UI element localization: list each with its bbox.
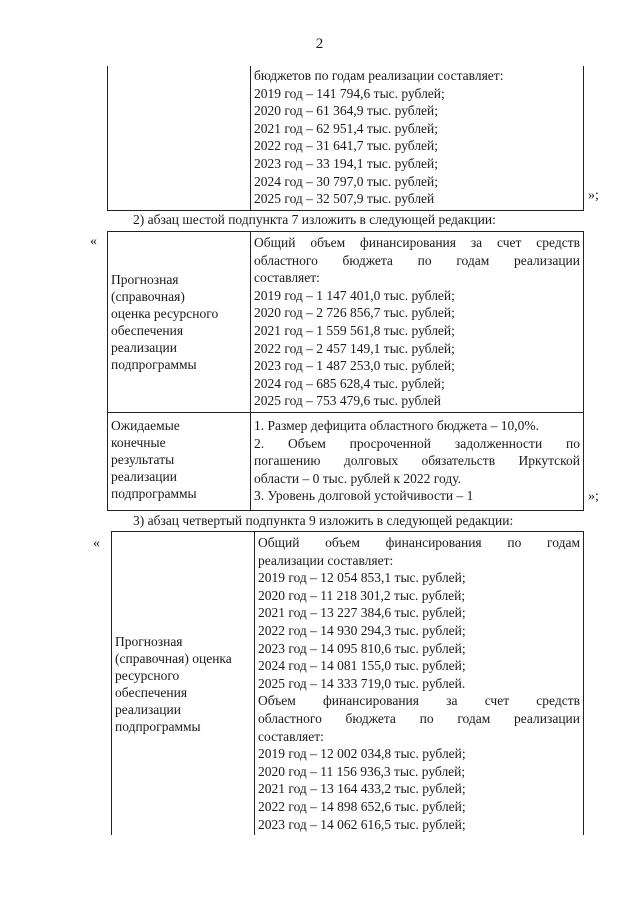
- label-line: реализации: [115, 701, 181, 717]
- page-number: 2: [315, 36, 324, 52]
- table-total-financing: [111, 531, 584, 835]
- financing-cell: [255, 532, 584, 836]
- intro-line: Объем финансирования за счет средств: [258, 693, 580, 709]
- table-regional-budget: [107, 231, 584, 511]
- paragraph-3: 3) абзац четвертый подпункта 9 изложить в следующей редакции:: [133, 513, 514, 528]
- budget-years-cell: [251, 66, 584, 210]
- budget-line: 2022 год – 14 898 652,6 тыс. рублей;: [258, 798, 466, 814]
- label-text: [111, 271, 247, 373]
- label-text: [111, 417, 247, 502]
- budget-line: 2020 год – 2 726 856,7 тыс. рублей;: [254, 305, 455, 321]
- budget-line: 2020 год – 61 364,9 тыс. рублей;: [254, 103, 439, 119]
- label-line: Прогнозная: [115, 633, 183, 649]
- intro-line: областного бюджета по годам реализации: [258, 710, 580, 726]
- budget-line: 2022 год – 14 930 294,3 тыс. рублей;: [258, 622, 466, 638]
- intro-line: Общий объем финансирования за счет средств: [254, 235, 580, 250]
- label-line: результаты: [111, 451, 175, 467]
- budget-line: 2022 год – 31 641,7 тыс. рублей;: [254, 138, 439, 154]
- regional-budget-lines: [254, 269, 580, 410]
- budget-line: 2019 год – 12 054 853,1 тыс. рублей;: [258, 570, 466, 586]
- budget-line: 2024 год – 685 628,4 тыс. рублей;: [254, 375, 445, 391]
- regional-financing-lines: [258, 728, 580, 834]
- budget-line: 2023 год – 14 062 616,5 тыс. рублей;: [258, 816, 466, 832]
- budget-line: 2024 год – 14 081 155,0 тыс. рублей;: [258, 658, 466, 674]
- empty-label-cell: [108, 66, 251, 210]
- label-cell-resource-estimate-3: [112, 532, 255, 836]
- label-cell-expected-results: [108, 412, 251, 510]
- budget-line: 2020 год – 11 218 301,2 тыс. рублей;: [258, 587, 466, 603]
- budget-line: 2019 год – 12 002 034,8 тыс. рублей;: [258, 746, 466, 762]
- label-line: оценка ресурсного: [111, 305, 219, 321]
- total-financing-lines: [258, 552, 580, 693]
- label-line: реализации: [111, 339, 177, 355]
- budget-line: 2021 год – 13 164 433,2 тыс. рублей;: [258, 781, 466, 797]
- intro-text: [254, 234, 580, 269]
- budget-line: реализации составляет:: [258, 552, 394, 568]
- budget-line: 2021 год – 13 227 384,6 тыс. рублей;: [258, 605, 466, 621]
- label-line: реализации: [111, 468, 177, 484]
- label-line: Ожидаемые: [111, 417, 180, 433]
- budget-line: 2024 год – 30 797,0 тыс. рублей;: [254, 173, 439, 189]
- open-mark-2: «: [90, 234, 97, 249]
- budget-line: 2021 год – 62 951,4 тыс. рублей;: [254, 120, 439, 136]
- label-line: Прогнозная: [111, 271, 179, 287]
- budget-line: 2023 год – 33 194,1 тыс. рублей;: [254, 155, 439, 171]
- budget-line: 2022 год – 2 457 149,1 тыс. рублей;: [254, 340, 455, 356]
- expected-results-cell: [251, 412, 584, 510]
- intro-line: областного бюджета по годам реализации: [254, 252, 580, 268]
- close-mark-1: »;: [588, 188, 599, 203]
- label-line: ресурсного: [115, 667, 180, 683]
- budget-line: 2019 год – 1 147 401,0 тыс. рублей;: [254, 287, 455, 303]
- label-line: (справочная) оценка: [115, 650, 232, 666]
- label-text: [115, 633, 251, 735]
- budget-line: 2019 год – 141 794,6 тыс. рублей;: [254, 85, 445, 101]
- budget-line: составляет:: [254, 270, 320, 286]
- label-line: подпрограммы: [111, 356, 197, 372]
- paragraph-2: 2) абзац шестой подпункта 7 изложить в следующей редакции:: [133, 212, 496, 227]
- label-cell-resource-estimate: [108, 232, 251, 413]
- intro-text-2: [258, 692, 580, 727]
- result-line: 3. Уровень долговой устойчивости – 1: [254, 488, 474, 504]
- label-line: обеспечения: [111, 322, 184, 338]
- result-line: области – 0 тыс. рублей к 2022 году.: [254, 470, 461, 486]
- budget-line: 2025 год – 32 507,9 тыс. рублей: [254, 191, 435, 207]
- intro-text-1: Общий объем финансирования по годам: [258, 535, 580, 550]
- budget-line: 2021 год – 1 559 561,8 тыс. рублей;: [254, 322, 455, 338]
- label-line: подпрограммы: [111, 485, 197, 501]
- budget-line: 2025 год – 14 333 719,0 тыс. рублей.: [258, 675, 466, 691]
- budget-line: 2020 год – 11 156 936,3 тыс. рублей;: [258, 763, 466, 779]
- result-line: 2. Объем просроченной задолженности по: [254, 435, 580, 451]
- results-list: [254, 417, 580, 505]
- regional-budget-cell: [251, 232, 584, 413]
- budget-line: бюджетов по годам реализации составляет:: [254, 68, 504, 83]
- label-line: конечные: [111, 434, 166, 450]
- label-line: обеспечения: [115, 684, 188, 700]
- budget-line: 2023 год – 1 487 253,0 тыс. рублей;: [254, 358, 455, 374]
- open-mark-3: «: [93, 536, 100, 551]
- label-line: (справочная): [111, 288, 185, 304]
- table-budget-continuation: [107, 66, 584, 211]
- budget-lines: [254, 67, 580, 208]
- label-line: подпрограммы: [115, 718, 201, 734]
- budget-line: 2025 год – 753 479,6 тыс. рублей: [254, 393, 442, 409]
- close-mark-2: »;: [588, 489, 599, 504]
- budget-line: 2023 год – 14 095 810,6 тыс. рублей;: [258, 640, 466, 656]
- result-line: 1. Размер дефицита областного бюджета – 10,0%.: [254, 417, 539, 433]
- result-line: погашению долговых обязательств Иркутской: [254, 453, 580, 469]
- budget-line: составляет:: [258, 728, 324, 744]
